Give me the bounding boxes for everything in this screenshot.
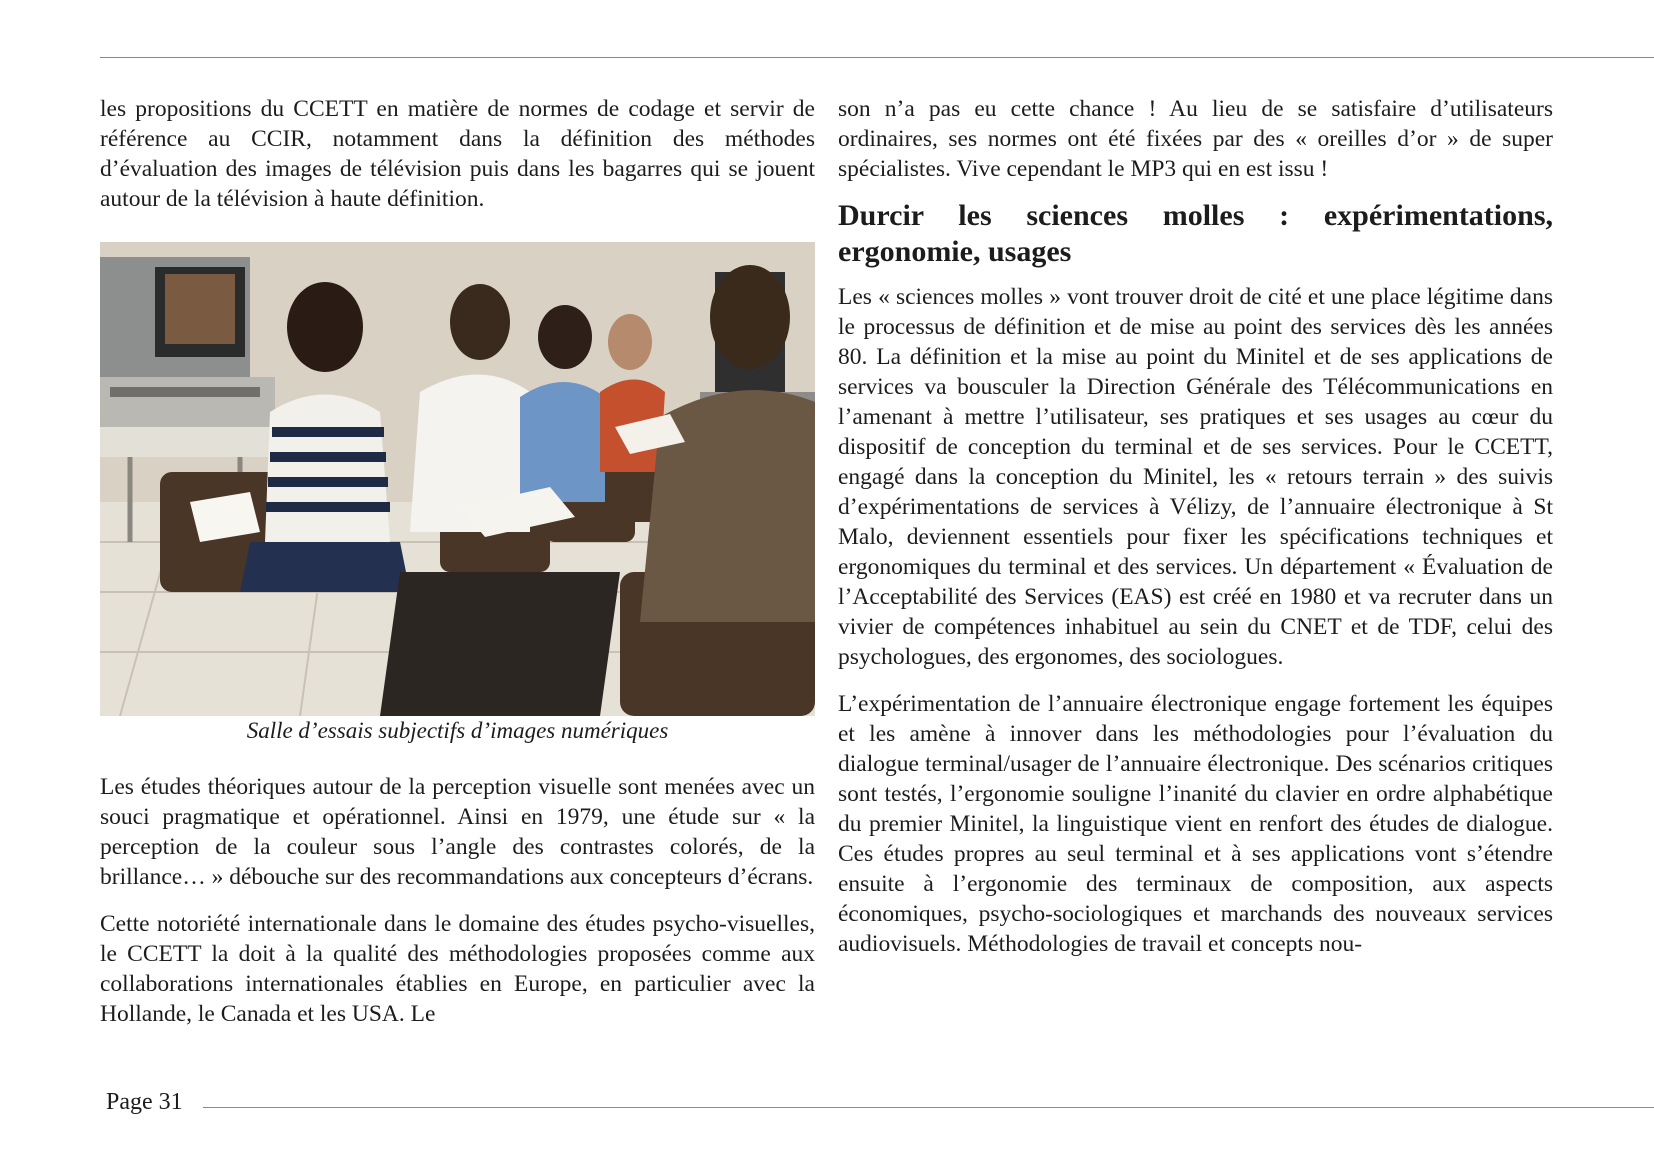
section-heading: Durcir les sciences molles : expérimentations, ergonomie, usages — [838, 199, 1553, 268]
footer-rule — [203, 1107, 1654, 1108]
left-column — [100, 94, 815, 1029]
paragraph-mp3: son n’a pas eu cette chance ! Au lieu de se satisfaire d’utilisateurs ordinaires, ses normes ont été fixées par des « oreilles d’or » de super spécialistes. Vive cependant le MP3 qui en est issu ! — [838, 96, 1553, 182]
paragraph-soft-sciences: Les « sciences molles » vont trouver droit de cité et une place légitime dans le processus de définition et de mise au point des services dès les années 80. La définition et la mise au point du Minitel et de ses applications de services va bousculer la Direction Générale des Télécommunications en l’amenant à mettre l’utilisateur, ses pratiques et ses usages au cœur du dispositif de conception du terminal et de ses services. Pour le CCETT, engagé dans la conception du Minitel, les « retours terrain » des suivis d’expérimentations de services à Vélizy, de l’annuaire électronique à St Malo, deviennent essentiels pour fixer les spécifications techniques et ergonomiques du terminal et des services. Un département « Évaluation de l’Acceptabilité des Services (EAS) est créé en 1980 et va recruter dans un vivier de compétences inhabituel au sein du CNET et de TDF, celui des psychologues, des ergonomes, des sociologues. — [838, 284, 1553, 670]
page-number: Page 31 — [106, 1089, 183, 1115]
paragraph-reputation: Cette notoriété internationale dans le domaine des études psycho-visuelles, le CCETT la doit à la qualité des méthodologies proposées comme aux collaborations internationales établies en Europe, en particulier avec la Hollande, le Canada et les USA. Le — [100, 911, 815, 1027]
photo-caption: Salle d’essais subjectifs d’images numériques — [246, 718, 669, 743]
right-column — [838, 94, 1553, 959]
photo-subjective-test-room — [100, 242, 815, 716]
paragraph-intro: les propositions du CCETT en matière de normes de codage et servir de référence au CCIR, notamment dans la définition des méthodes d’évaluation des images de télévision puis dans les bagarres qui se jouent autour de la télévision à haute définition. — [100, 96, 815, 212]
header-rule — [100, 57, 1654, 58]
paragraph-directory: L’expérimentation de l’annuaire électronique engage fortement les équipes et les amène à innover dans les méthodologies pour l’évaluation du dialogue terminal/usager de l’annuaire électronique. Des scénarios critiques sont testés, l’ergonomie souligne l’inanité du clavier en ordre alphabétique du premier Minitel, la linguistique vient en renfort des études de dialogue. Ces études propres au seul terminal et à ses applications vont s’étendre ensuite à l’ergonomie des terminaux de composition, aux aspects économiques, psycho-sociologiques et marchands des nouveaux services audiovisuels. Méthodologies de travail et concepts nou- — [838, 691, 1553, 957]
paragraph-perception: Les études théoriques autour de la perception visuelle sont menées avec un souci pragmatique et opérationnel. Ainsi en 1979, une étude sur « la perception de la couleur sous l’angle des contrastes colorés, de la brillance… » débouche sur des recommandations aux concepteurs d’écrans. — [100, 774, 815, 890]
